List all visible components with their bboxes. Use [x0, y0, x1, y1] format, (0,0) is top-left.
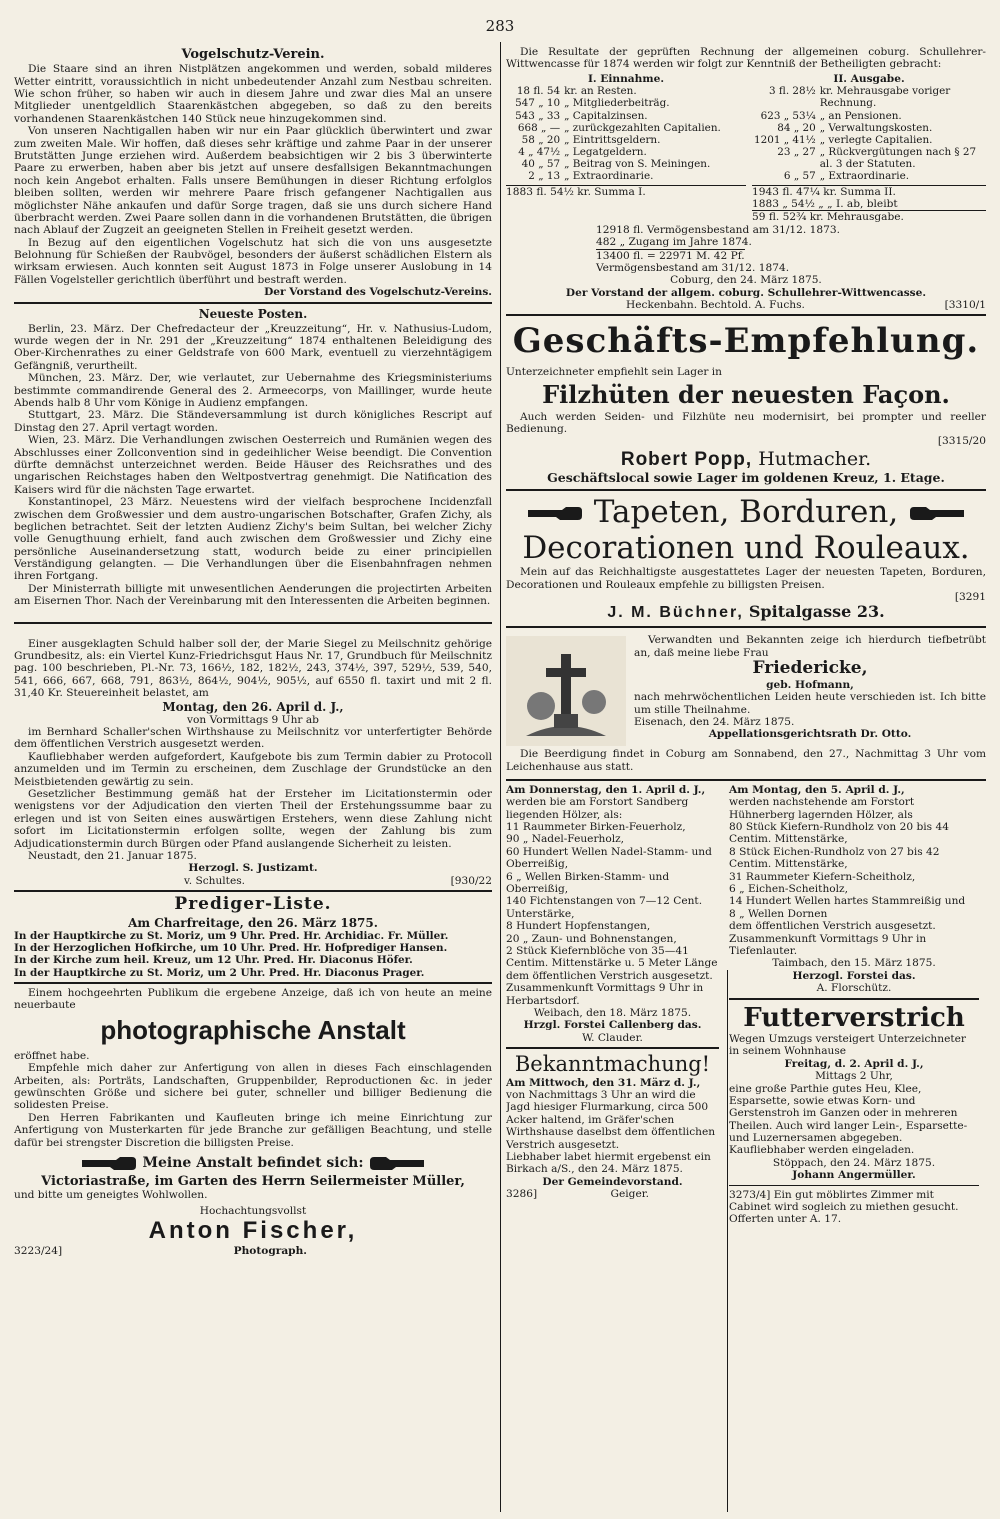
prediger-date: Am Charfreitage, den 26. März 1875. — [128, 915, 378, 930]
expense-label: „ Rückvergütungen nach § 27 al. 3 der Statuten. — [819, 146, 977, 171]
holz2-head: Am Montag, den 5. April d. J., — [729, 783, 905, 796]
vermoegen-block — [506, 224, 986, 275]
divider — [729, 998, 979, 1000]
buechner-title-2: Decorationen und Rouleaux. — [522, 529, 970, 566]
expense-more: 59 fl. 52¾ kr. Mehrausgabe. — [752, 210, 986, 223]
expense-label: „ Verwaltungskosten. — [819, 121, 933, 134]
photo-paragraph: Den Herren Fabrikanten und Kaufleuten bringe ich meine Einrichtung zur Anfertigung von Musterkarten für jede Branche zur gefälligen Beachtung, und stelle dafür bei strengster Discretion die billigsten Preise. — [14, 1111, 492, 1149]
photo-paragraph: Empfehle mich daher zur Anfertigung von allen in dieses Fach einschlagenden Arbeiten, als: Porträts, Landschaften, Gruppenbilder, Reproductionen &c. in jeder gewünschten Größe und sichere bei guter, schneller und billiger Bedienung die solidesten Preise. — [14, 1062, 492, 1112]
holz2-item: 8 „ Wellen Dornen — [729, 907, 828, 920]
buechner-name: J. M. Büchner, — [607, 604, 744, 622]
popp-role: Hutmacher. — [758, 447, 872, 470]
bek-footer — [506, 1188, 719, 1200]
bek-name: Geiger. — [610, 1188, 649, 1201]
bek-head: Am Mittwoch, den 31. März d. J., — [506, 1076, 701, 1089]
holz1-item: 20 „ Zaun- und Bohnenstangen, — [506, 932, 677, 945]
result-names: Heckenbahn. Bechtold. A. Fuchs. — [626, 299, 805, 312]
income-label: „ Legatgeldern. — [564, 146, 647, 159]
divider — [14, 622, 492, 624]
news-item: Konstantinopel, 23 März. Neuestens wird der vielfach besprochene Incidenzfall zwischen dem Großwessier und dem austro-ungarischen Botschafter, Grafen Zichy, als beglichen betrachtet. Seit der letzten Audienz Zichy's beim Sultan, bei welcher Zichy volle Genugthuung erhielt, fand auch zwischen dem Großwessier und Zichy eine persönliche Auseinandersetzung statt, wodurch beide zu einer principiellen Verständigung gelangten. — Die Verhandlungen über die Eisenbahnfragen nehmen ihren Fortgang. — [14, 496, 492, 583]
bek-code: 3286] — [506, 1188, 538, 1201]
holz2-item: 8 Stück Eichen-Rundholz von 27 bis 42 Centim. Mittenstärke, — [729, 845, 940, 871]
photo-code: 3223/24] — [14, 1245, 63, 1258]
vogelschutz-signature: Der Vorstand des Vogelschutz-Vereins. — [264, 286, 492, 299]
expense-row — [752, 85, 986, 109]
expense-sum: 1943 fl. 47¼ kr. Summa II. — [752, 185, 986, 198]
auction-code: [930/22 — [450, 874, 492, 887]
divider — [506, 626, 986, 628]
holz1-text: dem öffentlichen Verstrich ausgesetzt. Zusammenkunft Vormittags 9 Uhr in Herbartsdorf. — [506, 969, 713, 1007]
holz1-item: 8 Hundert Hopfenstangen, — [506, 920, 651, 933]
photo-role: Photograph. — [233, 1245, 307, 1258]
income-sum: 1883 fl. 54½ kr. Summa I. — [506, 185, 746, 198]
expense-amount: 1201 „ 41½ — [754, 133, 816, 146]
photo-close: und bitte um geneigtes Wohlwollen. — [14, 1189, 208, 1202]
expense-amount: 623 „ 53¼ — [760, 109, 816, 122]
divider — [14, 890, 492, 892]
expense-table — [752, 85, 986, 182]
holz2-name: A. Florschütz. — [816, 982, 892, 995]
income-row — [506, 170, 746, 182]
holz1-signature: Hrzgl. Forstei Callenberg das. — [523, 1019, 702, 1032]
auction-time: von Vormittags 9 Uhr ab — [187, 713, 319, 726]
result-intro: Die Resultate der geprüften Rechnung der allgemeinen coburg. Schullehrer-Wittwencasse für 1874 werden wir folgt zur Kenntniß der Betheiligten gebracht: — [506, 46, 986, 71]
futter-place-date: Stöppach, den 24. März 1875. — [772, 1156, 936, 1169]
holz2-intro: werden nachstehende am Forstort Hühnerberg lagernden Hölzer, als — [729, 796, 915, 821]
photo-title: photographische Anstalt — [100, 1015, 406, 1046]
expense-row — [752, 170, 986, 182]
photo-location: Victoriastraße, im Garten des Herrn Seilermeister Müller, — [41, 1174, 465, 1189]
holz2-item: 80 Stück Kiefern-Rundholz von 20 bis 44 Centim. Mittenstärke, — [729, 821, 949, 846]
prediger-line: In der Kirche zum heil. Kreuz, um 12 Uhr. Pred. Hr. Diaconus Höfer. — [14, 954, 413, 967]
divider — [506, 1047, 719, 1049]
income-label: kr. an Resten. — [564, 85, 637, 98]
buechner-title: Tapeten, Borduren, — [593, 493, 899, 530]
holz1-item: 11 Raummeter Birken-Feuerholz, — [506, 821, 686, 834]
vermoegen-line: 482 „ Zugang im Jahre 1874. — [596, 236, 752, 249]
expense-row — [752, 122, 986, 134]
subcolumn-right — [729, 784, 979, 1226]
bek-title: Bekanntmachung! — [514, 1052, 711, 1077]
expense-amount: 84 „ 20 — [777, 121, 816, 134]
expense-amount: 23 „ 27 — [777, 146, 816, 159]
income-row — [506, 110, 746, 122]
expense-label: „ verlegte Capitalien. — [819, 133, 933, 146]
prediger-line: In der Hauptkirche zu St. Moriz, um 2 Uhr. Pred. Hr. Diaconus Prager. — [14, 966, 425, 979]
popp-product: Filzhüten der neuesten Façon. — [542, 379, 950, 409]
income-label: „ Extraordinarie. — [564, 170, 654, 183]
pointing-hand-icon — [526, 502, 584, 524]
income-label: „ Eintrittsgeldern. — [564, 133, 661, 146]
expense-row — [752, 110, 986, 122]
vogelschutz-paragraph: Von unseren Nachtigallen haben wir nur ein Paar glücklich überwintert und zwar zum zweiten Male. Wir hoffen, daß dieses sehr kräftige und zahme Paar in der unserer Brutstätten Junge erziehen wird. Außerdem beabsichtigen wir 2 bis 3 überwinterte Paare zu erwerben, haben aber bis jetzt auf unsere desfallsigen Bekanntmachungen noch kein Angebot erhalten. Falls unsere Bemühungen in dieser Richtung erfolglos bleiben sollten, werden wir mehrere Paare frisch gefangener Nachtigallen aus möglichster Nähe ankaufen und dafür Sorge tragen, daß sie uns durch sichere Hand überbracht werden. Zwei Paare sollen dann in die vorhandenen Brutstätten, die übrigen nach Ablauf der Zugzeit an geeigneten Stellen in Freiheit gesetzt werden. — [14, 125, 492, 237]
futter-text-2: eine große Parthie gutes Heu, Klee, Esparsette, sowie etwas Korn- und Gerstenstroh im Ganzen oder in mehreren Theilen. Auch wird langer Lein-, Esparsette- und Luzernersamen abgegeben. Kaufliebhaber werden eingeladen. — [729, 1082, 968, 1157]
expense-title: II. Ausgabe. — [833, 72, 905, 85]
bottom-subcolumns — [506, 784, 986, 1226]
expense-amount: 3 fl. 28½ — [768, 85, 816, 98]
income-row — [506, 134, 746, 146]
prediger-title: Prediger-Liste. — [174, 894, 332, 915]
divider — [506, 779, 986, 781]
death-notice — [506, 634, 986, 773]
divider — [506, 489, 986, 491]
popp-name: Robert Popp, — [620, 448, 753, 470]
divider — [14, 302, 492, 304]
income-label: „ Beitrag von S. Meiningen. — [564, 158, 711, 171]
buechner-namerow — [506, 603, 986, 623]
buechner-text: Mein auf das Reichhaltigste ausgestattetes Lager der neuesten Tapeten, Borduren, Decorationen und Rouleaux empfehle zu billigsten Preisen. — [506, 566, 986, 591]
holz2-item: 31 Raummeter Kiefern-Scheitholz, — [729, 870, 916, 883]
income-amount: 668 „ — — [517, 121, 561, 134]
expense-subtract: 1883 „ 54½ „ „ I. ab, bleibt — [752, 197, 898, 210]
photo-location-label: Meine Anstalt befindet sich: — [142, 1155, 364, 1171]
buechner-address: Spitalgasse 23. — [748, 602, 885, 622]
expense-row — [752, 146, 986, 170]
vermoegen-line: Vermögensbestand am 31/12. 1874. — [596, 261, 790, 274]
buechner-code: [3291 — [954, 591, 986, 604]
death-text: Verwandten und Bekannten zeige ich hierdurch tiefbetrübt an, daß meine liebe Frau — [634, 634, 986, 659]
right-column — [506, 46, 986, 1514]
auction-official: v. Schultes. — [184, 874, 246, 887]
income-amount: 58 „ 20 — [521, 133, 561, 146]
holz1-item: 6 „ Wellen Birken-Stamm- und Oberreißig, — [506, 870, 670, 896]
income-row — [506, 158, 746, 170]
income-row — [506, 97, 746, 109]
holz2-signature: Herzogl. Forstei das. — [792, 969, 916, 982]
photo-greeting: Hochachtungsvollst — [199, 1204, 307, 1217]
divider — [506, 314, 986, 316]
popp-namerow — [506, 448, 986, 471]
auction-paragraph: Kaufliebhaber werden aufgefordert, Kaufgebote bis zum Termin dabier zu Protocoll anzumelden und im Termin zu erscheinen, dem Zuschlage der Grundstücke an den Meistbietenden gewärtig zu sein. — [14, 750, 492, 788]
auction-date: Montag, den 26. April d. J., — [162, 699, 344, 714]
popp-code: [3315/20 — [937, 435, 986, 448]
income-row — [506, 146, 746, 158]
divider — [14, 982, 492, 984]
holz2-item: 14 Hundert Wellen hartes Stammreißig und — [729, 895, 966, 908]
photo-intro: Einem hochgeehrten Publikum die ergebene Anzeige, daß ich von heute an meine neuerbaute — [14, 986, 492, 1012]
income-amount: 547 „ 10 — [515, 97, 561, 110]
news-item: Wien, 23. März. Die Verhandlungen zwischen Oesterreich und Rumänien wegen des Abschlusses einer Zollconvention sind in gedeihlicher Weise beendigt. Die Convention dürfte demnächst unterzeichnet werden. Beide Häuser des Reichsrathes und des ungarischen Reichstages haben den Weltpostvertrag genehmigt. Die Natification des Kaisers wird für die nächsten Tage erwartet. — [14, 434, 492, 496]
news-item: Berlin, 23. März. Der Chefredacteur der „Kreuzzeitung“, Hr. v. Nathusius-Ludom, wurde wegen der in Nr. 291 der „Kreuzzeitung“ 1874 enthaltenen Beleidigung des Ober-Kirchenrathes zu einer Geldstrafe von 600 Mark, eventuell zu vierzehntägigem Gefängniß, verurtheilt. — [14, 322, 492, 372]
income-label: „ zurückgezahlten Capitalien. — [564, 121, 721, 134]
death-born: geb. Hofmann, — [766, 678, 854, 691]
expense-ledger — [752, 73, 986, 224]
auction-paragraph: im Bernhard Schaller'schen Wirthshause zu Meilschnitz vor unterfertigter Behörde dem öffentlichen Verstrich ausgesetzt werden. — [14, 726, 492, 751]
holz2-text: dem öffentlichen Verstrich ausgesetzt. Zusammenkunft Vormittags 9 Uhr in Tiefenlauter. — [729, 920, 936, 957]
vogelschutz-title: Vogelschutz-Verein. — [181, 47, 325, 62]
income-label: „ Mitgliederbeiträg. — [564, 97, 670, 110]
news-item: Der Ministerrath billigte mit unwesentlichen Aenderungen die projectirten Arbeiten am Eisernen Thor. Nach der Vereinbarung mit den Interessenten die Arbeiten beginnen. — [14, 582, 492, 608]
death-signature: Appellationsgerichtsrath Dr. Otto. — [708, 728, 912, 741]
auction-paragraph: Einer ausgeklagten Schuld halber soll der, der Marie Siegel zu Meilschnitz gehörige Grundbesitz, als: ein Viertel Kunz-Friedrichsgut Haus Nr. 17, Grundbuch für Meilschnitz pag. 100 beschrieben, Pl.-Nr. 73, 166½, 182, 182½, 243, 374½, 397, 529½, 539, 540, 541, 666, 667, 668, 791, 863½, 864½, 904½, 905½, auf 6550 fl. taxirt und mit 2 fl. 31,40 Kr. Steuereinheit belastet, am — [14, 637, 492, 700]
vogelschutz-paragraph: In Bezug auf den eigentlichen Vogelschutz hat sich die von uns ausgesetzte Belohnung für Schießen der Raubvögel, besonders der äußerst schädlichen Elstern als wirksam erwiesen. Auch konnten seit August 1873 in Folge unserer Auslobung in 14 Fällen Vogelsteller gerichtlich überführt und bestraft werden. — [14, 236, 492, 286]
income-label: „ Capitalzinsen. — [564, 109, 648, 122]
death-burial: Die Beerdigung findet in Coburg am Sonnabend, den 27., Nachmittag 3 Uhr vom Leichenhause aus statt. — [506, 748, 986, 773]
popp-intro: Unterzeichneter empfiehlt sein Lager in — [506, 366, 722, 379]
holz1-item: 60 Hundert Wellen Nadel-Stamm- und Oberreißig, — [506, 845, 712, 871]
divider — [729, 1185, 979, 1186]
expense-amount: 6 „ 57 — [783, 170, 816, 183]
popp-title: Geschäfts-Empfehlung. — [512, 321, 980, 362]
bek-text-2: Liebhaber labet hiermit ergebenst ein Birkach a/S., den 24. März 1875. — [506, 1151, 711, 1176]
vogelschutz-paragraph: Die Staare sind an ihren Nistplätzen angekommen und werden, sobald milderes Wetter eintritt, voraussichtlich in nicht unbedeutender Anzahl zum Nestbau schreiten. Wie schon früher, so haben wir auch in diesem Jahre und zwar dies Mal an unsere Mitglieder unentgeldlich Staarenkästchen abgegeben, so daß zu den bereits vorhandenen Staarenkästchen 140 Stück neue hinzugekommen sind. — [14, 63, 492, 125]
income-title: I. Einnahme. — [587, 72, 665, 85]
news-item: Stuttgart, 23. März. Die Ständeversammlung ist durch königliches Rescript auf Dinstag den 27. April vertagt worden. — [14, 409, 492, 434]
holz1-name: W. Clauder. — [582, 1031, 643, 1044]
pointing-hand-icon — [80, 1152, 138, 1174]
left-column — [14, 46, 492, 1514]
holz2-place-date: Taimbach, den 15. März 1875. — [772, 957, 936, 970]
futter-text: Wegen Umzugs versteigert Unterzeichneter in seinem Wohnhause — [729, 1032, 966, 1058]
result-code: [3310/1 — [944, 299, 986, 312]
prediger-line: In der Hauptkirche zu St. Moriz, um 9 Uhr. Pred. Hr. Archidiac. Fr. Müller. — [14, 930, 449, 942]
income-amount: 40 „ 57 — [521, 158, 561, 171]
pointing-hand-icon — [908, 502, 966, 524]
expense-label: „ Extraordinarie. — [819, 170, 910, 183]
page-number: 283 — [485, 17, 515, 35]
ledger — [506, 73, 986, 224]
income-table — [506, 85, 746, 182]
income-ledger — [506, 73, 746, 224]
vermoegen-line: 13400 fl. = 22971 M. 42 Pf. — [596, 249, 745, 262]
holz1-intro: werden bie am Forstort Sandberg liegenden Hölzer, als: — [506, 796, 689, 821]
photo-name: Anton Fischer, — [148, 1216, 358, 1244]
column-divider — [500, 42, 501, 1512]
expense-row — [752, 134, 986, 146]
result-place-date: Coburg, den 24. März 1875. — [670, 274, 822, 287]
bek-signature: Der Gemeindevorstand. — [542, 1175, 683, 1188]
income-row — [506, 85, 746, 97]
expense-label: kr. Mehrausgabe voriger Rechnung. — [819, 85, 951, 110]
futter-date: Freitag, d. 2. April d. J., — [784, 1057, 924, 1070]
holz1-place-date: Weibach, den 18. März 1875. — [533, 1006, 692, 1019]
income-amount: 2 „ 13 — [528, 170, 561, 183]
prediger-line: In der Herzoglichen Hofkirche, um 10 Uhr. Pred. Hr. Hofprediger Hansen. — [14, 942, 448, 955]
futter-title: Futterverstrich — [743, 1002, 965, 1033]
news-item: München, 23. März. Der, wie verlautet, zur Uebernahme des Kriegsministeriums bestimmte commandirende General des 2. Armeecorps, von Maillinger, wurde heute Abends halb 8 Uhr vom Könige in Audienz empfangen. — [14, 372, 492, 409]
auction-authority: Herzogl. S. Justizamt. — [188, 862, 318, 875]
death-name: Friedericke, — [752, 657, 868, 678]
futter-time: Mittags 2 Uhr, — [815, 1070, 893, 1083]
popp-text: Auch werden Seiden- und Filzhüte neu modernisirt, bei prompter und reeller Bedienung. — [506, 410, 986, 436]
income-row — [506, 122, 746, 134]
auction-place-date: Neustadt, den 21. Januar 1875. — [28, 849, 197, 862]
photo-paragraph: eröffnet habe. — [14, 1049, 90, 1062]
death-text-2: nach mehrwöchentlichen Leiden heute verschieden ist. Ich bitte um stille Theilnahme. — [634, 691, 986, 716]
popp-location: Geschäftslocal sowie Lager im goldenen Kreuz, 1. Etage. — [547, 470, 945, 486]
vermoegen-line: 12918 fl. Vermögensbestand am 31/12. 1873. — [596, 223, 840, 236]
result-footer — [506, 299, 986, 311]
photo-location-label-row — [14, 1152, 492, 1174]
zimmer-text: 3273/4] Ein gut möblirtes Zimmer mit Cabinet wird sogleich zu miethen gesucht. Offerten unter A. 17. — [729, 1188, 959, 1226]
income-amount: 543 „ 33 — [515, 109, 561, 122]
income-amount: 18 fl. 54 — [516, 85, 561, 98]
subcolumn-left — [506, 784, 719, 1226]
holz1-item: 140 Fichtenstangen von 7—12 Cent. Unterstärke, — [506, 895, 703, 920]
pointing-hand-icon — [368, 1152, 426, 1174]
memorial-cross-icon — [506, 636, 626, 746]
holz2-item: 6 „ Eichen-Scheitholz, — [729, 883, 848, 896]
buechner-title-row — [506, 494, 986, 530]
income-amount: 4 „ 47½ — [518, 146, 561, 159]
auction-footer — [14, 875, 492, 887]
holz1-item: 2 Stück Kiefernblöche von 35—41 Centim. Mittenstärke u. 5 Meter Länge — [506, 944, 718, 970]
death-place-date: Eisenach, den 24. März 1875. — [634, 715, 795, 728]
auction-paragraph: Gesetzlicher Bestimmung gemäß hat der Ersteher im Licitationstermin oder wenigstens vor der Adjudication den vierten Theil der Erstehungssumme baar zu erlegen und ist von Seiten eines auswärtigen Erstehers, wenn diese Zahlung nicht sofort im Licitationstermin erfolgen sollte, wegen der Zahlung bis zum Adjudicationstermin durch Bürgen oder Pfand auslangende Sicherheit zu leisten. — [14, 787, 492, 850]
bek-text: von Nachmittags 3 Uhr an wird die Jagd hiesiger Flurmarkung, circa 500 Acker haltend, im Gräfer'schen Wirthshause daselbst dem öffentlichen Verstrich ausgesetzt. — [506, 1089, 716, 1151]
expense-label: „ an Pensionen. — [819, 109, 902, 122]
holz1-item: 90 „ Nadel-Feuerholz, — [506, 833, 625, 846]
posten-title: Neueste Posten. — [198, 306, 308, 321]
photo-footer — [14, 1245, 492, 1257]
futter-name: Johann Angermüller. — [792, 1169, 916, 1182]
holz1-head: Am Donnerstag, den 1. April d. J., — [506, 783, 706, 796]
result-signature: Der Vorstand der allgem. coburg. Schullehrer-Wittwencasse. — [565, 286, 927, 299]
